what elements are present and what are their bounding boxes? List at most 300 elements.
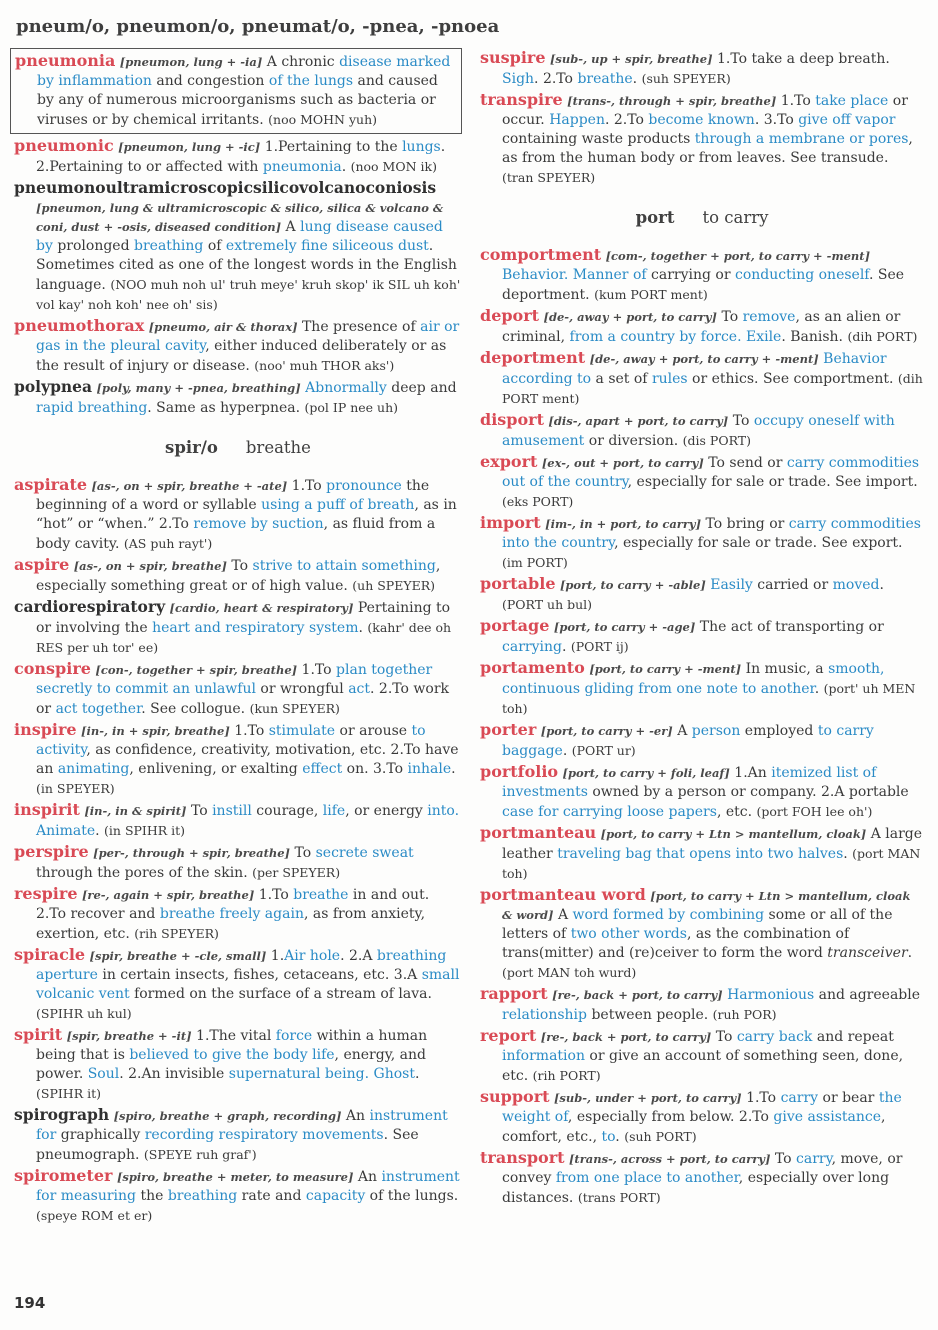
definition-keyword: word formed by combining	[572, 907, 765, 923]
dictionary-entry	[480, 348, 924, 409]
definition-keyword: Happen	[549, 112, 605, 128]
definition-keyword: plan together secretly to commit an unlawful	[36, 662, 433, 697]
definition-keyword: carry	[796, 1151, 832, 1167]
definition-keyword: disease marked by inflammation	[37, 54, 451, 89]
entry-pronunciation: (in SPIHR it)	[104, 823, 186, 838]
definition-text: .	[341, 159, 347, 175]
entry-pronunciation: (port MAN toh wurd)	[502, 965, 637, 980]
definition-keyword: extremely fine siliceous dust	[225, 238, 429, 254]
definition-text: . 2.Pertaining to or affected with	[36, 139, 446, 175]
entry-pronunciation: (AS puh rayt')	[123, 536, 213, 551]
section-root: spir/o	[165, 438, 218, 457]
definition-text: between people.	[587, 1007, 709, 1023]
entry-pronunciation: (trans PORT)	[577, 1190, 661, 1205]
definition-text: carried or	[752, 577, 833, 593]
dictionary-entry	[480, 658, 924, 719]
definition-keyword: lungs	[402, 139, 441, 155]
entry-etymology: [pneumon, lung & ultramicroscopic & silico, silica & volcano & coni, dust + -osis, diseased condition]	[36, 201, 444, 234]
entry-etymology: [spir, breathe + -cle, small]	[89, 949, 267, 963]
entry-headword: pneumonia	[15, 51, 116, 70]
entry-headword: inspirit	[14, 800, 80, 819]
definition-text: within a human being that is	[36, 1028, 428, 1063]
definition-text: . 2.To	[604, 112, 649, 128]
definition-text: deep and	[386, 380, 457, 396]
definition-text: .	[451, 761, 456, 777]
dictionary-entry	[480, 90, 924, 188]
entry-headword: spiracle	[14, 945, 86, 964]
entry-etymology: [poly, many + -pnea, breathing]	[96, 381, 301, 395]
section-root: port	[635, 208, 675, 227]
definition-keyword: to carry baggage	[502, 723, 874, 759]
definition-text: .	[615, 1129, 620, 1145]
entry-etymology: [trans-, through + spir, breathe]	[567, 94, 777, 108]
definition-keyword: heart and respiratory system	[152, 620, 359, 636]
right-column	[480, 48, 924, 1209]
definition-keyword: remove	[742, 309, 796, 325]
definition-text: .	[843, 846, 848, 862]
definition-text: A	[557, 907, 573, 923]
definition-keyword: carry commodities into the country	[502, 516, 921, 551]
dictionary-entry	[480, 1087, 924, 1147]
dictionary-entry	[480, 885, 924, 983]
definition-keyword: give off vapor	[798, 112, 896, 128]
definition-text: To	[231, 558, 253, 574]
entry-headword: transport	[480, 1148, 565, 1167]
definition-text: prolonged	[52, 238, 134, 254]
dictionary-entry	[480, 513, 924, 573]
definition-keyword: through a membrane or pores	[694, 131, 909, 147]
definition-text: and agreeable	[814, 987, 921, 1003]
definition-text: .	[814, 681, 820, 697]
entry-pronunciation: (dis PORT)	[682, 433, 752, 448]
entry-etymology: [spiro, breathe + meter, to measure]	[116, 1170, 354, 1184]
entry-etymology: [in-, in + spir, breathe]	[81, 724, 230, 738]
definition-text: , as from the human body or from leaves. See transude.	[502, 131, 913, 166]
entry-etymology: [port, to carry + foli, leaf]	[562, 766, 730, 780]
definition-text: .	[632, 71, 638, 87]
entry-pronunciation: (in SPEYER)	[36, 781, 115, 796]
entry-etymology: [ex-, out + port, to carry]	[541, 456, 704, 470]
definition-text: or wrongful	[255, 681, 349, 697]
entry-pronunciation: (NOO muh noh ul' truh meye' kruh skop' ik SIL uh koh' vol kay' noh koh' nee oh' sis)	[36, 277, 461, 312]
entry-pronunciation: (uh SPEYER)	[352, 578, 435, 593]
definition-keyword: rapid breathing	[36, 400, 148, 416]
definition-text: or occur.	[502, 93, 908, 128]
entry-etymology: [as-, on + spir, breathe + -ate]	[91, 479, 288, 493]
definition-keyword: act	[348, 681, 371, 697]
definition-keyword: instrument for	[36, 1108, 448, 1143]
definition-keyword: smooth, continuous gliding from one note to another	[502, 661, 885, 697]
dictionary-entry	[14, 1105, 462, 1165]
definition-keyword: capacity	[305, 1188, 366, 1204]
section-heading-port	[480, 208, 924, 227]
definition-italic: transceiver	[827, 945, 908, 961]
dictionary-entry	[14, 945, 462, 1024]
definition-keyword: stimulate	[268, 723, 336, 739]
entry-etymology: [de-, away + port, to carry]	[543, 310, 717, 324]
section-heading-spir	[14, 438, 462, 457]
definition-text: graphically	[56, 1127, 145, 1143]
definition-text: , as an alien or criminal,	[502, 309, 901, 345]
entry-etymology: [port, to carry + -ment]	[589, 662, 742, 676]
definition-keyword: animating	[57, 761, 130, 777]
entry-headword: transpire	[480, 90, 563, 109]
definition-text: 1.	[270, 948, 285, 964]
definition-keyword: into. Animate	[36, 803, 460, 839]
definition-text: A large leather	[502, 826, 923, 862]
dictionary-entry	[480, 762, 924, 822]
definition-keyword: to	[601, 1129, 616, 1145]
entry-pronunciation: (SPEYE ruh graf')	[143, 1147, 257, 1162]
definition-keyword: instrument for measuring	[36, 1169, 460, 1204]
definition-text: employed	[740, 723, 818, 739]
dictionary-entry	[14, 475, 462, 554]
definition-text: or ethics. See comportment.	[687, 371, 894, 387]
definition-text: , etc.	[716, 804, 753, 820]
definition-text: 1.To	[258, 887, 294, 903]
entry-pronunciation: (noo' muh THOR aks')	[254, 358, 395, 373]
entry-headword: porter	[480, 720, 537, 739]
entry-headword: spirograph	[14, 1105, 110, 1124]
definition-keyword: moved	[832, 577, 880, 593]
definition-keyword: small volcanic vent	[36, 967, 460, 1002]
definition-keyword: two other words	[570, 926, 687, 942]
definition-keyword: using a puff of breath	[261, 497, 415, 513]
definition-text: or arouse	[335, 723, 412, 739]
entry-pronunciation: (tran SPEYER)	[502, 170, 596, 185]
entry-headword: respire	[14, 884, 78, 903]
dictionary-entry	[14, 178, 462, 315]
entry-etymology: [de-, away + port, to carry + -ment]	[589, 352, 819, 366]
entry-etymology: [re-, back + port, to carry]	[552, 988, 723, 1002]
entry-etymology: [re-, again + spir, breathe]	[81, 888, 255, 902]
right-entries-bottom	[480, 245, 924, 1208]
entry-pronunciation: (suh SPEYER)	[641, 71, 731, 86]
entry-pronunciation: (SPIHR uh kul)	[36, 1006, 132, 1021]
definition-text: . 2.To	[534, 71, 578, 87]
definition-text: , as from anxiety, exertion, etc.	[36, 906, 426, 942]
entry-pronunciation: (per SPEYER)	[252, 865, 341, 880]
definition-text: , especially from below. 2.To	[567, 1109, 774, 1125]
definition-keyword: breathe freely again	[159, 906, 304, 922]
definition-keyword: breathe	[577, 71, 633, 87]
definition-text: . See pneumograph.	[36, 1127, 419, 1163]
definition-keyword: instill	[212, 803, 252, 819]
entry-pronunciation: (im PORT)	[502, 555, 568, 570]
definition-text: containing waste products	[502, 131, 695, 147]
definition-keyword: from a country by force. Exile	[569, 329, 782, 345]
definition-text: carrying or	[646, 267, 735, 283]
definition-keyword: recording respiratory movements	[144, 1127, 384, 1143]
entry-headword: export	[480, 452, 538, 471]
definition-keyword: become known	[648, 112, 755, 128]
definition-text: 1.The vital	[196, 1028, 276, 1044]
entry-pronunciation: (noo MON ik)	[350, 159, 437, 174]
entry-etymology: [con-, together + spir, breathe]	[95, 663, 298, 677]
entry-pronunciation: (noo MOHN yuh)	[268, 112, 378, 127]
entry-headword: portable	[480, 574, 556, 593]
entry-headword: perspire	[14, 842, 89, 861]
definition-text: and repeat	[812, 1029, 894, 1045]
definition-text: . See deportment.	[502, 267, 905, 303]
definition-text: , especially something great or of high value.	[36, 558, 441, 594]
entry-headword: portfolio	[480, 762, 559, 781]
dictionary-entry	[480, 984, 924, 1025]
entry-etymology: [com-, together + port, to carry + -ment]	[605, 249, 871, 263]
entry-pronunciation: (kun SPEYER)	[249, 701, 340, 716]
definition-text: 1.To	[746, 1090, 781, 1106]
definition-keyword: Abnormally	[305, 380, 387, 396]
definition-text: , as in “hot” or “when.” 2.To	[36, 497, 457, 532]
dictionary-entry	[14, 136, 462, 177]
definition-keyword: breathing	[167, 1188, 238, 1204]
definition-text: To	[294, 845, 316, 861]
dictionary-entry	[14, 597, 462, 658]
definition-text: through the pores of the skin.	[36, 865, 248, 881]
definition-text: An	[345, 1108, 370, 1124]
definition-keyword: breathing	[134, 238, 204, 254]
definition-text: 1.To	[234, 723, 269, 739]
definition-text: . 2.To work or	[36, 681, 450, 717]
definition-text: , energy, and power.	[36, 1047, 426, 1082]
definition-keyword: relationship	[502, 1007, 587, 1023]
definition-keyword: Easily	[710, 577, 753, 593]
entry-pronunciation: (PORT ur)	[571, 743, 636, 758]
definition-text: An	[357, 1169, 382, 1185]
definition-keyword: traveling bag that opens into two halves	[557, 846, 844, 862]
entry-pronunciation: (dih PORT ment)	[502, 371, 923, 406]
entry-etymology: [pneumon, lung + -ia]	[119, 55, 263, 69]
definition-text: A chronic	[266, 54, 340, 70]
entry-headword: comportment	[480, 245, 602, 264]
definition-text: .	[907, 945, 913, 961]
definition-text: of the lungs.	[365, 1188, 459, 1204]
entry-pronunciation: (ruh POR)	[712, 1007, 777, 1022]
definition-keyword: Behavior according to	[502, 351, 887, 387]
definition-keyword: from one place to another	[555, 1170, 739, 1186]
entry-pronunciation: (rih PORT)	[532, 1068, 601, 1083]
definition-keyword: pneumonia	[262, 159, 342, 175]
definition-text: . Banish.	[781, 329, 844, 345]
definition-text: To	[732, 413, 754, 429]
entry-pronunciation: (PORT uh bul)	[502, 597, 593, 612]
definition-text: or bear	[818, 1090, 879, 1106]
entry-headword: disport	[480, 410, 544, 429]
entry-pronunciation: (port MAN toh)	[502, 846, 921, 881]
definition-text: . 2.A	[340, 948, 377, 964]
entry-etymology: [im-, in + port, to carry]	[545, 517, 702, 531]
dictionary-entry	[480, 720, 924, 761]
entry-etymology: [per-, through + spir, breathe]	[93, 846, 290, 860]
definition-keyword: rules	[651, 371, 688, 387]
definition-text: of	[203, 238, 226, 254]
entry-pronunciation: (dih PORT)	[847, 329, 918, 344]
entry-headword: aspirate	[14, 475, 88, 494]
entry-pronunciation: (rih SPEYER)	[134, 926, 219, 941]
dictionary-entry	[14, 842, 462, 883]
left-entries-top	[14, 48, 462, 418]
entry-etymology: [spir, breathe + -it]	[66, 1029, 192, 1043]
dictionary-entry	[14, 720, 462, 799]
definition-keyword: Air hole	[284, 948, 341, 964]
definition-text: in and out. 2.To recover and	[36, 887, 430, 922]
dictionary-entry	[480, 410, 924, 451]
definition-keyword: supernatural being. Ghost	[228, 1066, 415, 1082]
definition-keyword: Behavior. Manner of	[502, 267, 647, 283]
entry-etymology: [re-, back + port, to carry]	[540, 1030, 712, 1044]
definition-text: rate and	[237, 1188, 306, 1204]
definition-text: A	[677, 723, 692, 739]
section-meaning: to carry	[702, 208, 769, 227]
definition-text: A	[285, 219, 301, 235]
entry-headword: import	[480, 513, 541, 532]
definition-text: the beginning of a word or syllable	[36, 478, 430, 513]
entry-pronunciation: (pol IP nee uh)	[304, 400, 398, 415]
definition-text: 1.To take a deep breath.	[717, 51, 890, 67]
definition-text: 1.To	[301, 662, 337, 678]
dictionary-entry	[480, 48, 924, 89]
dictionary-entry	[14, 884, 462, 944]
dictionary-entry	[480, 245, 924, 305]
entry-pronunciation: (kahr' dee oh RES per uh tor' ee)	[36, 620, 452, 655]
definition-keyword: secrete sweat	[315, 845, 414, 861]
definition-text: Pertaining to or involving the	[36, 600, 451, 636]
dictionary-entry	[480, 1026, 924, 1086]
dictionary-entry	[480, 452, 924, 512]
entry-headword: polypnea	[14, 377, 93, 396]
definition-keyword: Harmonious	[727, 987, 815, 1003]
definition-keyword: carry	[780, 1090, 819, 1106]
definition-keyword: lung disease caused by	[36, 219, 443, 254]
definition-text: on. 3.To	[342, 761, 408, 777]
entry-headword: suspire	[480, 48, 546, 67]
left-entries-bottom	[14, 475, 462, 1226]
definition-text: In music, a	[745, 661, 829, 677]
entry-etymology: [cardio, heart & respiratory]	[169, 601, 354, 615]
dictionary-entry	[480, 306, 924, 347]
entry-headword: portamento	[480, 658, 585, 677]
definition-keyword: itemized list of investments	[502, 765, 877, 800]
dictionary-entry	[14, 316, 462, 376]
definition-text: To bring or	[705, 516, 789, 532]
dictionary-entry	[14, 659, 462, 719]
dictionary-entry	[14, 555, 462, 596]
dictionary-entry	[14, 800, 462, 841]
definition-text: , comfort, etc.,	[502, 1109, 886, 1145]
dictionary-entry	[14, 1025, 462, 1104]
entry-headword: spirit	[14, 1025, 63, 1044]
entry-etymology: [sub-, up + spir, breathe]	[549, 52, 713, 66]
definition-keyword: pronounce	[326, 478, 402, 494]
entry-pronunciation: (suh PORT)	[624, 1129, 697, 1144]
definition-text: . See collogue.	[141, 701, 246, 717]
definition-text: .	[562, 743, 568, 759]
definition-text: in certain insects, fishes, cetaceans, etc. 3.A	[97, 967, 422, 983]
entry-etymology: [in-, in & spirit]	[84, 804, 187, 818]
definition-text: and caused by any of numerous microorganisms such as bacteria or viruses or by chemical irritants.	[37, 73, 438, 128]
definition-text: 1.To	[291, 478, 327, 494]
definition-text: 1.To	[780, 93, 816, 109]
dictionary-entry	[14, 377, 462, 418]
definition-keyword: carry commodities out of the country	[502, 455, 920, 490]
entry-pronunciation: (port FOH lee oh')	[756, 804, 873, 819]
entry-etymology: [dis-, apart + port, to carry]	[548, 414, 729, 428]
definition-text: . 2.An invisible	[119, 1066, 229, 1082]
definition-keyword: remove by suction	[193, 516, 324, 532]
definition-keyword: give assistance	[773, 1109, 881, 1125]
definition-text: or give an account of something seen, done, etc.	[502, 1048, 904, 1084]
definition-keyword: breathing aperture	[36, 948, 447, 983]
entry-headword: aspire	[14, 555, 70, 574]
entry-etymology: [sub-, under + port, to carry]	[553, 1091, 742, 1105]
dictionary-entry	[480, 574, 924, 615]
definition-keyword: force	[275, 1028, 313, 1044]
entry-headword: conspire	[14, 659, 91, 678]
definition-text: 1.An	[734, 765, 772, 781]
entry-etymology: [port, to carry + -age]	[553, 620, 696, 634]
definition-text: . 3.To	[754, 112, 799, 128]
definition-text: some or all of the letters of	[502, 907, 893, 942]
dictionary-entry	[480, 1148, 924, 1208]
definition-text: the	[136, 1188, 168, 1204]
left-column	[14, 48, 462, 1227]
entry-etymology: [pneumo, air & thorax]	[148, 320, 298, 334]
definition-text: owned by a person or company. 2.A portable	[587, 784, 909, 800]
definition-text: .	[561, 639, 567, 655]
entry-headword: spirometer	[14, 1166, 113, 1185]
definition-text: To	[190, 803, 213, 819]
definition-text: To	[715, 1029, 737, 1045]
right-entries-top	[480, 48, 924, 188]
entry-etymology: [pneumon, lung + -ic]	[118, 140, 261, 154]
definition-text: and congestion	[151, 73, 269, 89]
entry-headword: cardiorespiratory	[14, 597, 166, 616]
entry-etymology: [trans-, across + port, to carry]	[568, 1152, 771, 1166]
entry-pronunciation: (port' uh MEN toh)	[502, 681, 916, 716]
definition-text: a set of	[591, 371, 652, 387]
entry-pronunciation: (SPIHR it)	[36, 1086, 101, 1101]
entry-headword: support	[480, 1087, 550, 1106]
entry-etymology: [port, to carry + Ltn > mantellum, cloak & word]	[502, 889, 911, 922]
definition-keyword: Soul	[87, 1066, 120, 1082]
definition-text: . Same as hyperpnea.	[147, 400, 301, 416]
definition-text: formed on the surface of a stream of lava.	[129, 986, 432, 1002]
definition-text: To	[721, 309, 743, 325]
dictionary-entry	[480, 823, 924, 884]
entry-pronunciation: (PORT ij)	[570, 639, 629, 654]
definition-keyword: believed to give the body life	[129, 1047, 335, 1063]
entry-headword: portmanteau word	[480, 885, 646, 904]
definition-text: , as confidence, creativity, motivation, etc. 2.To have an	[36, 742, 459, 777]
definition-keyword: life	[322, 803, 346, 819]
entry-etymology: [spiro, breathe + graph, recording]	[113, 1109, 342, 1123]
entry-pronunciation: (eks PORT)	[502, 494, 574, 509]
definition-keyword: case for carrying loose papers	[502, 804, 717, 820]
definition-keyword: air or gas in the pleural cavity	[36, 319, 460, 354]
dictionary-entry	[10, 48, 462, 134]
definition-text: 1.Pertaining to the	[264, 139, 403, 155]
definition-text: , especially over long distances.	[502, 1170, 890, 1206]
definition-text: , especially for sale or trade. See export.	[614, 535, 903, 551]
definition-text: , either induced deliberately or as the result of injury or disease.	[36, 338, 447, 374]
entry-headword: inspire	[14, 720, 77, 739]
page-number: 194	[14, 1294, 46, 1312]
entry-headword: report	[480, 1026, 537, 1045]
definition-text: , as fluid from a body cavity.	[36, 516, 436, 552]
definition-keyword: breathe	[293, 887, 349, 903]
entry-etymology: [port, to carry + -able]	[559, 578, 706, 592]
entry-etymology: [port, to carry + -er]	[540, 724, 673, 738]
